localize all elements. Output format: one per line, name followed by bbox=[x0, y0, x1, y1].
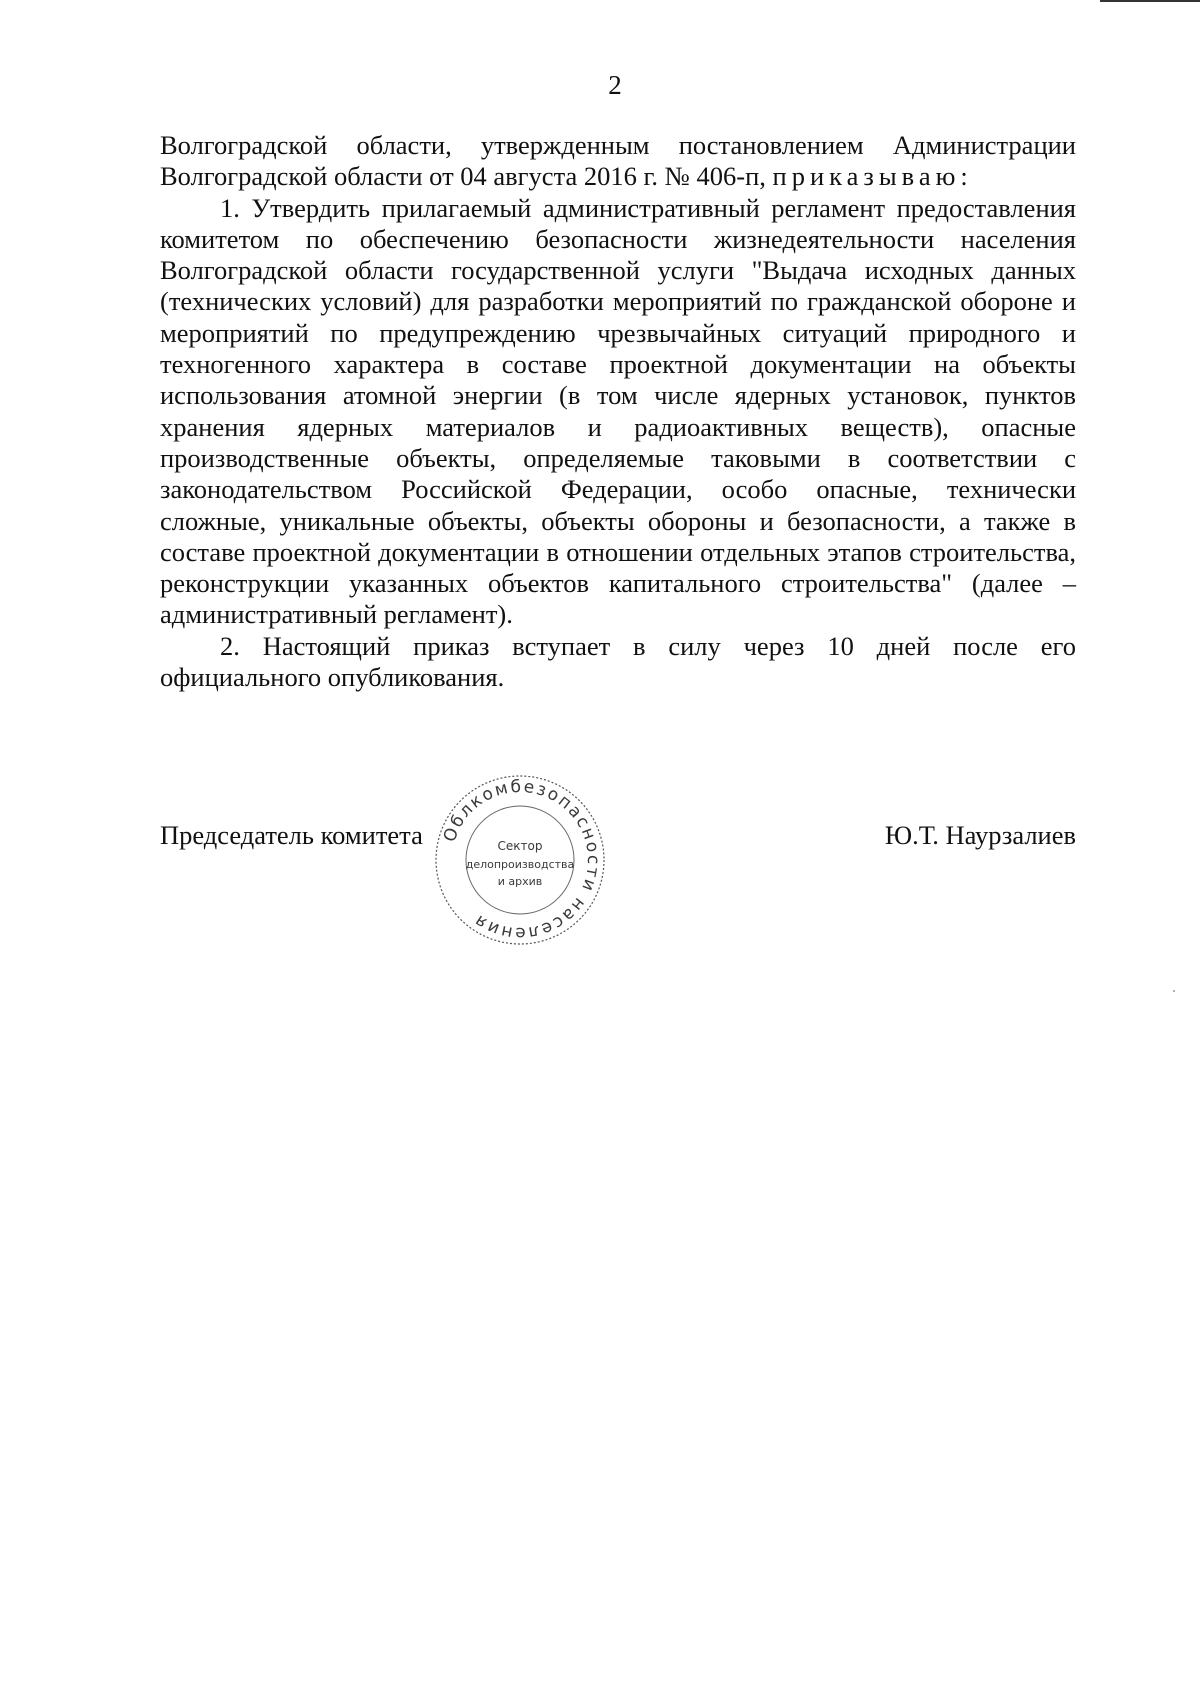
page-number: 2 bbox=[608, 70, 622, 100]
top-edge-rule bbox=[1100, 0, 1200, 2]
signatory-name: Ю.Т. Наурзалиев bbox=[884, 820, 1076, 850]
official-seal-icon bbox=[430, 770, 610, 950]
intro-text: Волгоградской области, утвержденным постановлением Администрации Волгоградской области от 04 августа 2016 г. № 406-п, bbox=[160, 130, 1076, 192]
intro-paragraph bbox=[160, 130, 1076, 193]
document-body bbox=[160, 130, 1076, 693]
order-word: приказываю bbox=[772, 161, 961, 192]
order-colon: : bbox=[960, 161, 968, 192]
stamp-line-3: и архив bbox=[497, 875, 543, 888]
item-2-paragraph: 2. Настоящий приказ вступает в силу через 10 дней после его официального опубликования. bbox=[160, 630, 1076, 693]
scan-artifact-dot bbox=[1173, 990, 1175, 992]
stamp-ring-text: Облкомбезопасности населения bbox=[439, 776, 604, 944]
stamp-line-1: Сектор bbox=[497, 839, 543, 853]
item-1-paragraph: 1. Утвердить прилагаемый административный регламент предоставления комитетом по обеспечению безопасности жизнедеятельности населения Волгоградской области государственной услуги "Выдача исходных данных (технических условий) для разработки мероприятий по гражданской обороне и мероприятий по предупреждению чрезвычайных ситуаций природного и техногенного характера в составе проектной документации на объекты использования атомной энергии (в том числе ядерных установок, пунктов хранения ядерных материалов и радиоактивных веществ), опасные производственные объекты, определяемые таковыми в соответствии с законодательством Российской Федерации, особо опасные, технически сложные, уникальные объекты, объекты обороны и безопасности, а также в составе проектной документации в отношении отдельных этапов строительства, реконструкции указанных объектов капитального строительства" (далее – административный регламент). bbox=[160, 192, 1076, 630]
signatory-title: Председатель комитета bbox=[160, 820, 423, 850]
stamp-line-2: делопроизводства bbox=[465, 858, 575, 871]
